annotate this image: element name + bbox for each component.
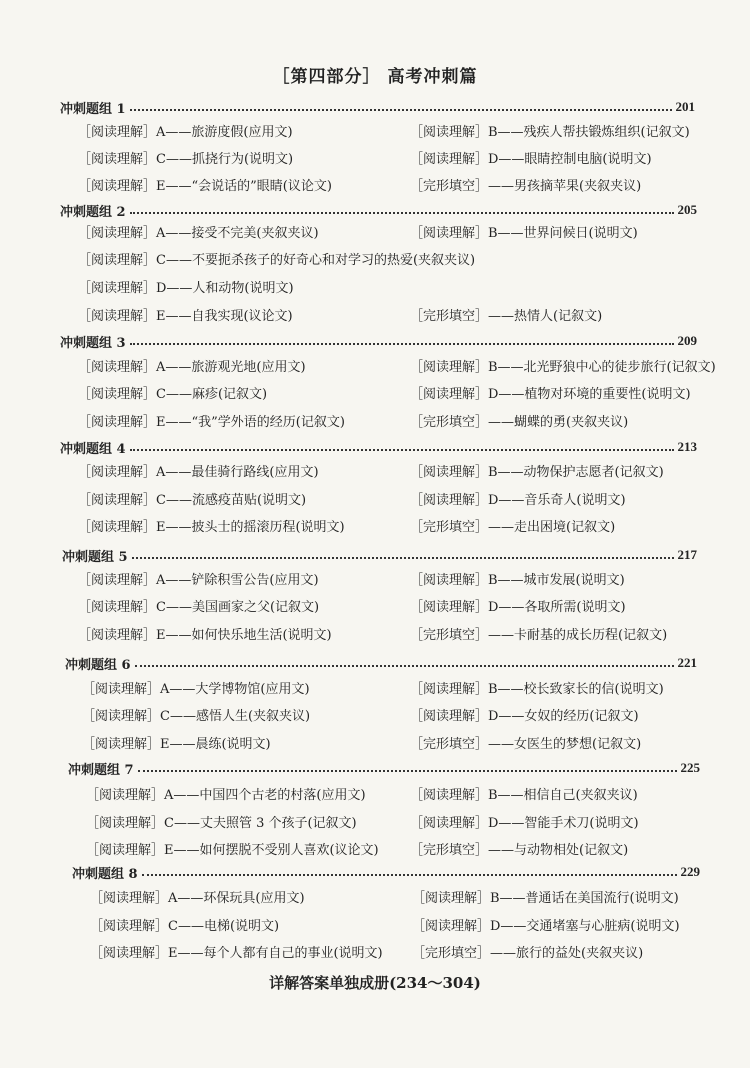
- toc-entry: ［阅读理解］B——相信自己(夹叙夹议): [410, 788, 638, 803]
- toc-entry: ［阅读理解］B——城市发展(说明文): [410, 573, 625, 588]
- dot-leader: [130, 343, 674, 345]
- group-heading: [62, 545, 697, 565]
- toc-entry: ［阅读理解］E——每个人都有自己的事业(说明文): [90, 946, 383, 961]
- toc-entry: ［阅读理解］C——感悟人生(夹叙夹议): [82, 709, 311, 724]
- toc-entry: ［阅读理解］E——如何摆脱不受别人喜欢(议论文): [86, 843, 379, 858]
- group-name: 冲刺题组 7: [68, 762, 134, 778]
- page-number: 205: [677, 202, 697, 217]
- group-heading: [60, 437, 697, 457]
- toc-entry: ［阅读理解］C——电梯(说明文): [90, 919, 280, 934]
- toc-entry: ［阅读理解］E——“会说话的”眼睛(议论文): [78, 179, 332, 194]
- toc-entry: ［阅读理解］D——音乐奇人(说明文): [410, 493, 626, 508]
- group-name: 冲刺题组 1: [60, 101, 126, 117]
- toc-entry: ［阅读理解］A——铲除积雪公告(应用文): [78, 573, 319, 588]
- toc-entry: ［阅读理解］B——残疾人帮扶锻炼组织(记叙文): [410, 125, 690, 140]
- answer-note: 详解答案单独成册(234～304): [269, 974, 481, 992]
- toc-entry: ［完形填空］——男孩摘苹果(夹叙夹议): [410, 179, 642, 194]
- toc-entry: ［阅读理解］B——世界问候日(说明文): [410, 226, 638, 241]
- dot-leader: [138, 770, 677, 772]
- toc-entry: ［阅读理解］A——最佳骑行路线(应用文): [78, 465, 319, 480]
- toc-entry: ［阅读理解］B——动物保护志愿者(记叙文): [410, 465, 664, 480]
- toc-entry: ［阅读理解］C——麻疹(记叙文): [78, 387, 268, 402]
- toc-entry: ［阅读理解］A——中国四个古老的村落(应用文): [86, 788, 366, 803]
- page-number: 209: [677, 333, 697, 348]
- toc-entry: ［阅读理解］C——抓挠行为(说明文): [78, 152, 294, 167]
- toc-entry: ［完形填空］——蝴蝶的勇(夹叙夹议): [410, 415, 629, 430]
- toc-entry: ［阅读理解］E——披头士的摇滚历程(说明文): [78, 520, 345, 535]
- toc-entry: ［阅读理解］E——“我”学外语的经历(记叙文): [78, 415, 345, 430]
- toc-entry: ［阅读理解］E——如何快乐地生活(说明文): [78, 628, 332, 643]
- toc-entry: ［阅读理解］D——眼睛控制电脑(说明文): [410, 152, 652, 167]
- toc-entry: ［阅读理解］D——人和动物(说明文): [78, 281, 294, 296]
- page-number: 201: [675, 99, 695, 114]
- toc-entry: ［完形填空］——女医生的梦想(记叙文): [410, 737, 642, 752]
- toc-entry: ［阅读理解］B——校长致家长的信(说明文): [410, 682, 664, 697]
- section-title: ［第四部分］ 高考冲刺篇: [272, 67, 478, 87]
- dot-leader: [130, 449, 674, 451]
- toc-entry: ［完形填空］——与动物相处(记叙文): [410, 843, 629, 858]
- group-heading: [68, 758, 700, 778]
- group-name: 冲刺题组 2: [60, 204, 126, 220]
- dot-leader: [130, 212, 674, 214]
- group-heading: [60, 331, 697, 351]
- group-heading: [65, 653, 697, 673]
- page-number: 217: [677, 547, 697, 562]
- dot-leader: [132, 557, 674, 559]
- toc-entry: ［阅读理解］A——接受不完美(夹叙夹议): [78, 226, 319, 241]
- group-name: 冲刺题组 4: [60, 441, 126, 457]
- toc-entry: ［阅读理解］D——智能手术刀(说明文): [410, 816, 639, 831]
- toc-entry: ［完形填空］——卡耐基的成长历程(记叙文): [410, 628, 668, 643]
- group-heading: [60, 97, 695, 117]
- group-name: 冲刺题组 3: [60, 335, 126, 351]
- page-number: 229: [680, 864, 700, 879]
- toc-entry: ［阅读理解］A——大学博物馆(应用文): [82, 682, 310, 697]
- group-heading: [72, 862, 700, 882]
- group-name: 冲刺题组 5: [62, 549, 128, 565]
- dot-leader: [135, 665, 674, 667]
- dot-leader: [142, 874, 677, 876]
- toc-entry: ［阅读理解］E——自我实现(议论文): [78, 309, 293, 324]
- toc-entry: ［完形填空］——热情人(记叙文): [410, 309, 603, 324]
- page-number: 221: [677, 655, 697, 670]
- page-number: 213: [677, 439, 697, 454]
- group-name: 冲刺题组 6: [65, 657, 131, 673]
- toc-entry: ［阅读理解］C——丈夫照管 3 个孩子(记叙文): [86, 816, 357, 831]
- toc-entry: ［阅读理解］C——美国画家之父(记叙文): [78, 600, 320, 615]
- toc-entry: ［阅读理解］E——晨练(说明文): [82, 737, 271, 752]
- toc-entry: ［阅读理解］D——植物对环境的重要性(说明文): [410, 387, 691, 402]
- toc-entry: ［阅读理解］D——女奴的经历(记叙文): [410, 709, 639, 724]
- group-name: 冲刺题组 8: [72, 866, 138, 882]
- page-number: 225: [680, 760, 700, 775]
- toc-entry: ［阅读理解］C——不要扼杀孩子的好奇心和对学习的热爱(夹叙夹议): [78, 253, 476, 268]
- toc-entry: ［完形填空］——旅行的益处(夹叙夹议): [412, 946, 644, 961]
- toc-entry: ［阅读理解］D——各取所需(说明文): [410, 600, 626, 615]
- toc-entry: ［阅读理解］A——旅游观光地(应用文): [78, 360, 306, 375]
- toc-entry: ［阅读理解］D——交通堵塞与心脏病(说明文): [412, 919, 680, 934]
- toc-entry: ［阅读理解］A——环保玩具(应用文): [90, 891, 305, 906]
- dot-leader: [130, 109, 672, 111]
- toc-entry: ［阅读理解］C——流感疫苗贴(说明文): [78, 493, 307, 508]
- group-heading: [60, 200, 697, 220]
- toc-entry: ［阅读理解］B——北光野狼中心的徒步旅行(记叙文): [410, 360, 716, 375]
- toc-entry: ［阅读理解］B——普通话在美国流行(说明文): [412, 891, 679, 906]
- toc-entry: ［完形填空］——走出困境(记叙文): [410, 520, 616, 535]
- toc-entry: ［阅读理解］A——旅游度假(应用文): [78, 125, 293, 140]
